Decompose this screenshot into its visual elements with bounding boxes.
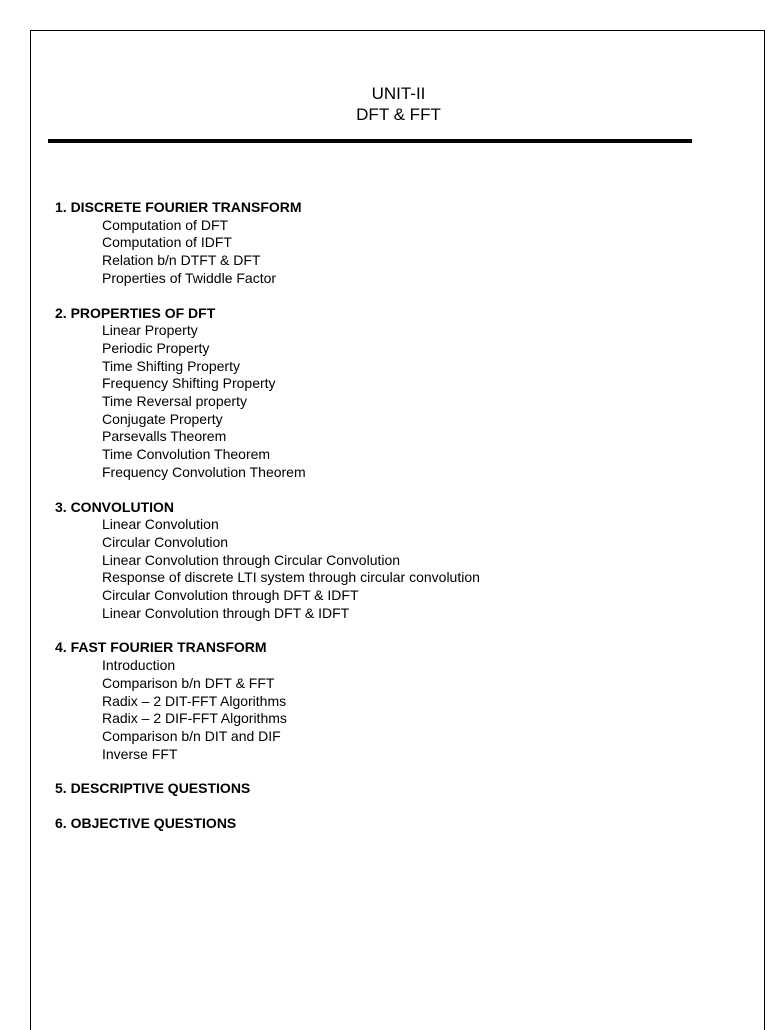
toc-section (55, 305, 735, 482)
toc-item: Response of discrete LTI system through circular convolution (102, 569, 480, 586)
toc-item: Introduction (102, 657, 176, 674)
unit-title: UNIT-II (371, 84, 426, 103)
toc-item: Relation b/n DTFT & DFT (102, 252, 261, 269)
toc-item: Comparison b/n DFT & FFT (102, 674, 275, 691)
title-block (31, 83, 766, 125)
toc-item: Inverse FFT (102, 745, 178, 762)
toc-section (55, 499, 735, 623)
toc-section (55, 199, 735, 288)
toc-item: Properties of Twiddle Factor (102, 269, 277, 286)
toc-item: Linear Convolution through DFT & IDFT (102, 604, 350, 621)
toc-item: Periodic Property (102, 339, 210, 356)
toc-item: Radix – 2 DIF-FFT Algorithms (102, 710, 287, 727)
toc-item: Frequency Shifting Property (102, 375, 276, 392)
toc-item: Circular Convolution (102, 533, 229, 550)
toc-item: Comparison b/n DIT and DIF (102, 727, 281, 744)
section-heading: 2. PROPERTIES OF DFT (55, 304, 216, 321)
toc-item: Linear Convolution through Circular Convolution (102, 551, 401, 568)
toc-item: Computation of IDFT (102, 234, 232, 251)
section-heading: 3. CONVOLUTION (55, 498, 175, 515)
section-heading: 4. FAST FOURIER TRANSFORM (55, 639, 267, 656)
toc-item: Circular Convolution through DFT & IDFT (102, 587, 359, 604)
unit-subtitle: DFT & FFT (356, 105, 441, 124)
toc-item: Time Convolution Theorem (102, 446, 271, 463)
title-divider (48, 139, 692, 143)
section-heading: 5. DESCRIPTIVE QUESTIONS (55, 780, 251, 797)
section-heading: 1. DISCRETE FOURIER TRANSFORM (55, 199, 302, 215)
toc-item: Parsevalls Theorem (102, 428, 227, 445)
toc-item: Frequency Convolution Theorem (102, 463, 306, 480)
document-page (30, 30, 765, 1030)
table-of-contents (55, 199, 735, 850)
toc-section (55, 780, 735, 798)
toc-item: Time Shifting Property (102, 357, 240, 374)
toc-item: Computation of DFT (102, 216, 229, 233)
toc-section (55, 815, 735, 833)
toc-item: Radix – 2 DIT-FFT Algorithms (102, 692, 287, 709)
section-heading: 6. OBJECTIVE QUESTIONS (55, 815, 237, 832)
toc-item: Linear Property (102, 322, 198, 339)
toc-item: Linear Convolution (102, 516, 219, 533)
toc-item: Conjugate Property (102, 410, 223, 427)
toc-item: Time Reversal property (102, 393, 247, 410)
toc-section (55, 639, 735, 763)
